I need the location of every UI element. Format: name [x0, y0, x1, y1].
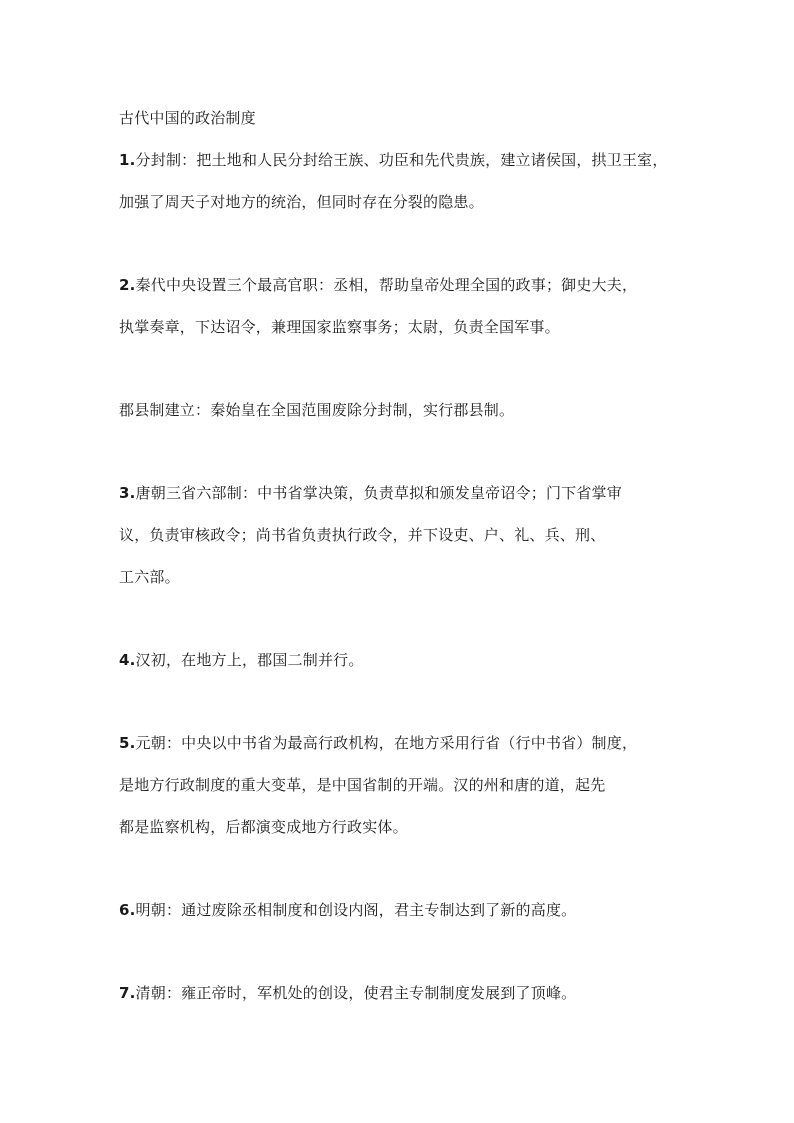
section-text: 清朝：雍正帝时，军机处的创设，使君主专制制度发展到了顶峰。 [135, 984, 577, 1002]
section-number: 7. [119, 984, 136, 1002]
section-number: 5. [119, 734, 136, 752]
section-text: 元朝：中央以中书省为最高行政机构，在地方采用行省（行中书省）制度， [135, 734, 638, 752]
section-3-line-1 [119, 483, 622, 503]
section-5-line-2 [119, 775, 605, 795]
section-text: 唐朝三省六部制：中书省掌决策，负责草拟和颁发皇帝诏令；门下省掌审 [135, 484, 622, 502]
section-number: 4. [119, 651, 136, 669]
section-text: 分封制：把土地和人民分封给王族、功臣和先代贵族，建立诸侯国，拱卫王室， [135, 151, 668, 169]
section-number: 1. [119, 151, 136, 169]
section-5-line-3 [119, 817, 408, 837]
section-5-line-1 [119, 733, 637, 753]
section-number: 2. [119, 276, 136, 294]
section-text: 是地方行政制度的重大变革，是中国省制的开端。汉的州和唐的道，起先 [119, 776, 606, 794]
section-text: 加强了周天子对地方的统治，但同时存在分裂的隐患。 [119, 193, 484, 211]
section-text: 执掌奏章，下达诏令，兼理国家监察事务；太尉，负责全国军事。 [119, 318, 560, 336]
section-text: 议，负责审核政令；尚书省负责执行政令，并下设吏、户、礼、兵、刑、 [119, 526, 606, 544]
document-title: 古代中国的政治制度 [119, 109, 256, 127]
section-2-line-1 [119, 275, 637, 295]
section-text: 郡县制建立：秦始皇在全国范围废除分封制，实行郡县制。 [119, 401, 515, 419]
section-text: 明朝：通过废除丞相制度和创设内阁，君主专制达到了新的高度。 [135, 901, 577, 919]
section-7-line-1 [119, 983, 576, 1003]
section-3-line-2 [119, 525, 605, 545]
section-1-line-2 [119, 192, 484, 212]
section-number: 3. [119, 484, 136, 502]
section-text: 秦代中央设置三个最高官职：丞相，帮助皇帝处理全国的政事；御史大夫， [135, 276, 638, 294]
section-6-line-1 [119, 900, 576, 920]
section-1-line-1 [119, 150, 668, 170]
section-text: 工六部。 [119, 568, 180, 586]
section-number: 6. [119, 901, 136, 919]
section-2-line-2 [119, 317, 560, 337]
section-text: 都是监察机构，后都演变成地方行政实体。 [119, 818, 408, 836]
section-4-line-1 [119, 650, 364, 670]
section-text: 汉初，在地方上，郡国二制并行。 [135, 651, 364, 669]
section-prefecture-line-1 [119, 400, 514, 420]
section-3-line-3 [119, 567, 180, 587]
